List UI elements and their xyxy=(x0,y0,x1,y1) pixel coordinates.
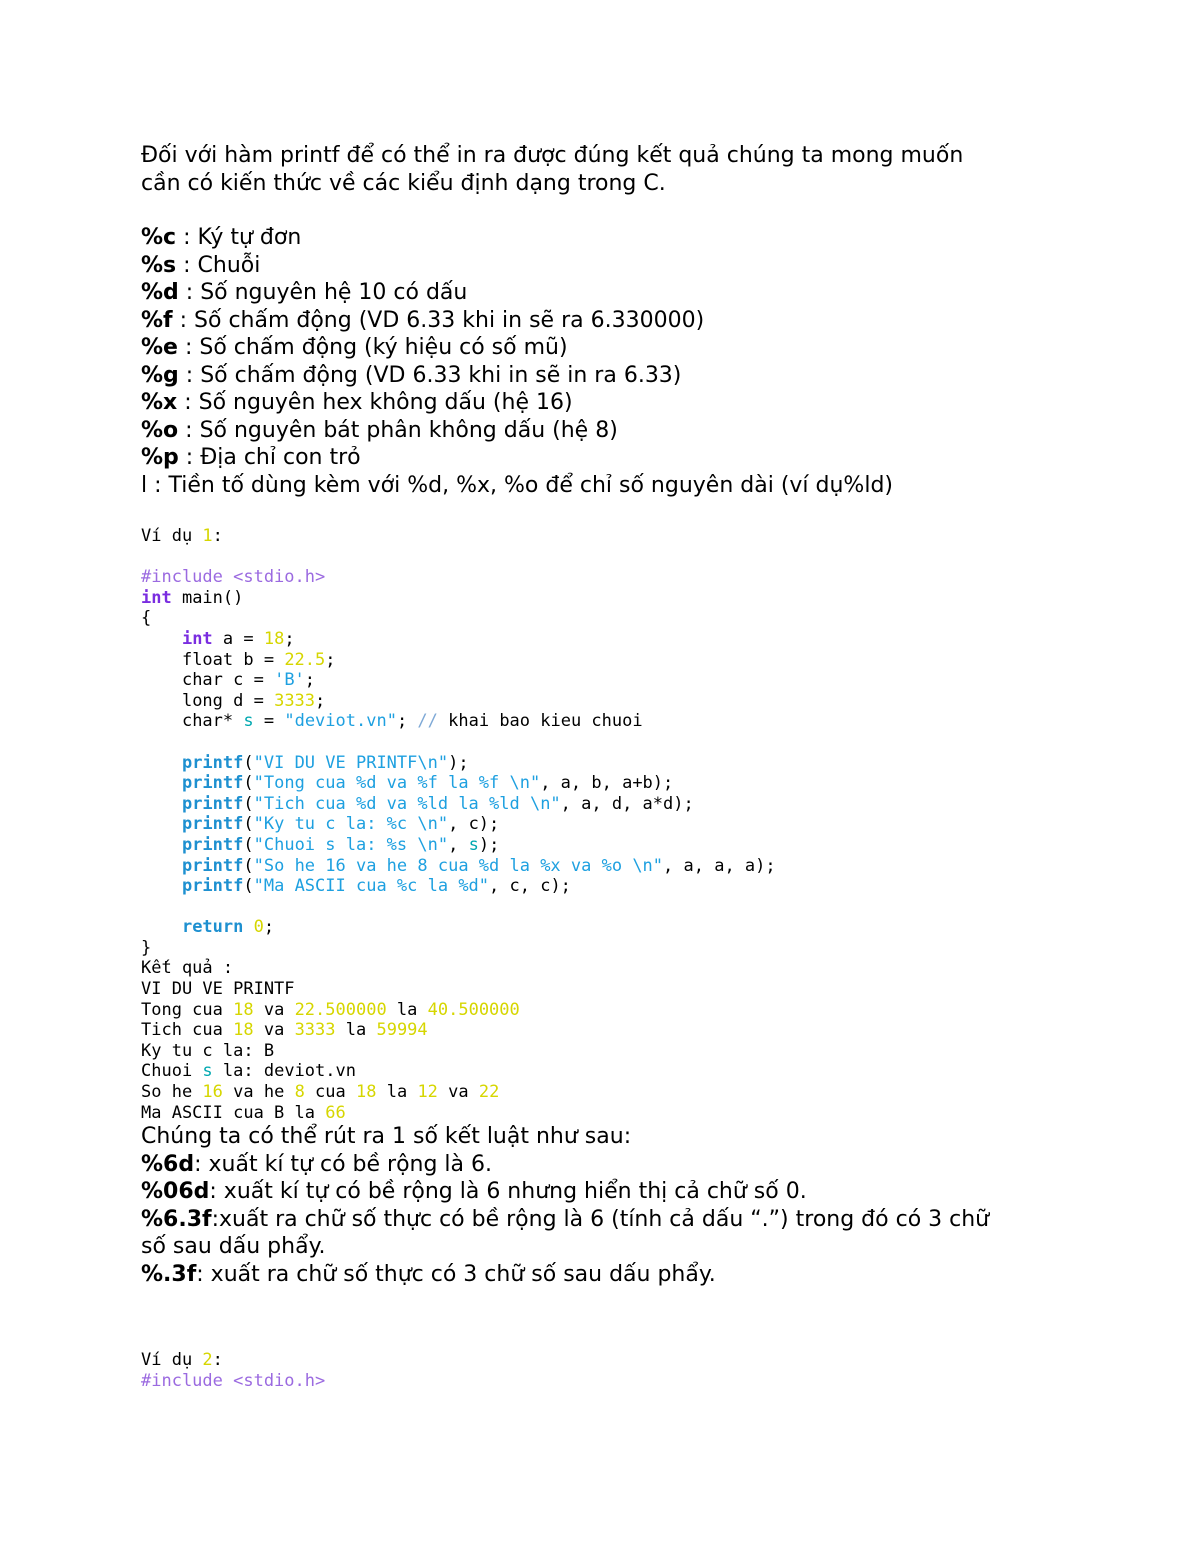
code-line: { xyxy=(141,608,152,629)
conclusion-item: %.3f: xuất ra chữ số thực có 3 chữ số sau dấu phẩy. xyxy=(141,1261,716,1287)
output-line: So he 16 va he 8 cua 18 la 12 va 22 xyxy=(141,1082,500,1103)
code-line: printf("Chuoi s la: %s \n", s); xyxy=(181,834,500,855)
code-line: char* s = "deviot.vn"; // khai bao kieu chuoi xyxy=(181,711,643,732)
format-item: %g : Số chấm động (VD 6.33 khi in sẽ in ra 6.33) xyxy=(141,362,682,388)
code-line: printf("So he 16 va he 8 cua %d la %x va %o \n", a, a, a); xyxy=(181,855,776,876)
include-directive: #include <stdio.h> xyxy=(141,1370,326,1391)
code-line: long d = 3333; xyxy=(181,690,326,711)
format-item: %c : Ký tự đơn xyxy=(141,225,302,250)
format-item: %d : Số nguyên hệ 10 có dấu xyxy=(141,280,468,305)
intro-line-2: cần có kiến thức về các kiểu định dạng trong C. xyxy=(141,171,666,196)
output-line: Ky tu c la: B xyxy=(141,1040,275,1061)
conclusion-item: %6d: xuất kí tự có bề rộng là 6. xyxy=(141,1151,493,1177)
intro-paragraph xyxy=(141,142,963,198)
example-2-code-block xyxy=(141,1350,325,1391)
format-item: %p : Địa chỉ con trỏ xyxy=(141,445,361,470)
example-1-heading: Ví dụ 1: xyxy=(141,526,223,546)
code-line: return 0; xyxy=(181,917,275,938)
code-line: } xyxy=(141,937,152,958)
conclusion-item: %06d: xuất kí tự có bề rộng là 6 nhưng hiển thị cả chữ số 0. xyxy=(141,1179,807,1204)
code-line: char c = 'B'; xyxy=(181,670,316,691)
format-item: %x : Số nguyên hex không dấu (hệ 16) xyxy=(141,390,573,415)
format-item: %o : Số nguyên bát phân không dấu (hệ 8) xyxy=(141,417,618,443)
code-line: printf("Ky tu c la: %c \n", c); xyxy=(181,814,500,835)
output-line: Chuoi s la: deviot.vn xyxy=(141,1061,356,1082)
conclusion-item: %6.3f:xuất ra chữ số thực có bề rộng là 6 (tính cả dấu “.”) trong đó có 3 chữ xyxy=(141,1206,990,1232)
code-line: float b = 22.5; xyxy=(181,649,336,670)
intro-line-1: Đối với hàm printf để có thể in ra được đúng kết quả chúng ta mong muốn xyxy=(141,143,964,168)
result-label: Kết quả : xyxy=(141,958,234,979)
code-line: printf("VI DU VE PRINTF\n"); xyxy=(181,752,469,773)
conclusion-item: số sau dấu phẩy. xyxy=(141,1234,326,1259)
code-line: printf("Tong cua %d va %f la %f \n", a, b, a+b); xyxy=(181,773,674,794)
conclusion-lead: Chúng ta có thể rút ra 1 số kết luật như sau: xyxy=(141,1124,632,1149)
format-spec-list xyxy=(141,224,893,499)
code-line: int a = 18; xyxy=(181,628,295,649)
conclusion-section xyxy=(141,1123,989,1288)
example-1-code-block xyxy=(141,526,776,1123)
include-directive: #include <stdio.h> xyxy=(141,567,326,588)
output-line: VI DU VE PRINTF xyxy=(141,979,295,1000)
format-item: %e : Số chấm động (ký hiệu có số mũ) xyxy=(141,335,568,360)
format-item: %f : Số chấm động (VD 6.33 khi in sẽ ra 6.330000) xyxy=(141,307,705,333)
code-line: printf("Ma ASCII cua %c la %d", c, c); xyxy=(181,876,571,897)
output-line: Ma ASCII cua B la 66 xyxy=(141,1102,346,1123)
code-line: printf("Tich cua %d va %ld la %ld \n", a, d, a*d); xyxy=(181,793,694,814)
code-line: int main() xyxy=(141,587,244,608)
prefix-note: l : Tiền tố dùng kèm với %d, %x, %o để chỉ số nguyên dài (ví dụ%ld) xyxy=(141,472,893,498)
output-line: Tich cua 18 va 3333 la 59994 xyxy=(141,1020,428,1041)
output-line: Tong cua 18 va 22.500000 la 40.500000 xyxy=(141,999,520,1020)
example-2-heading: Ví dụ 2: xyxy=(141,1350,223,1370)
format-item: %s : Chuỗi xyxy=(141,252,261,278)
